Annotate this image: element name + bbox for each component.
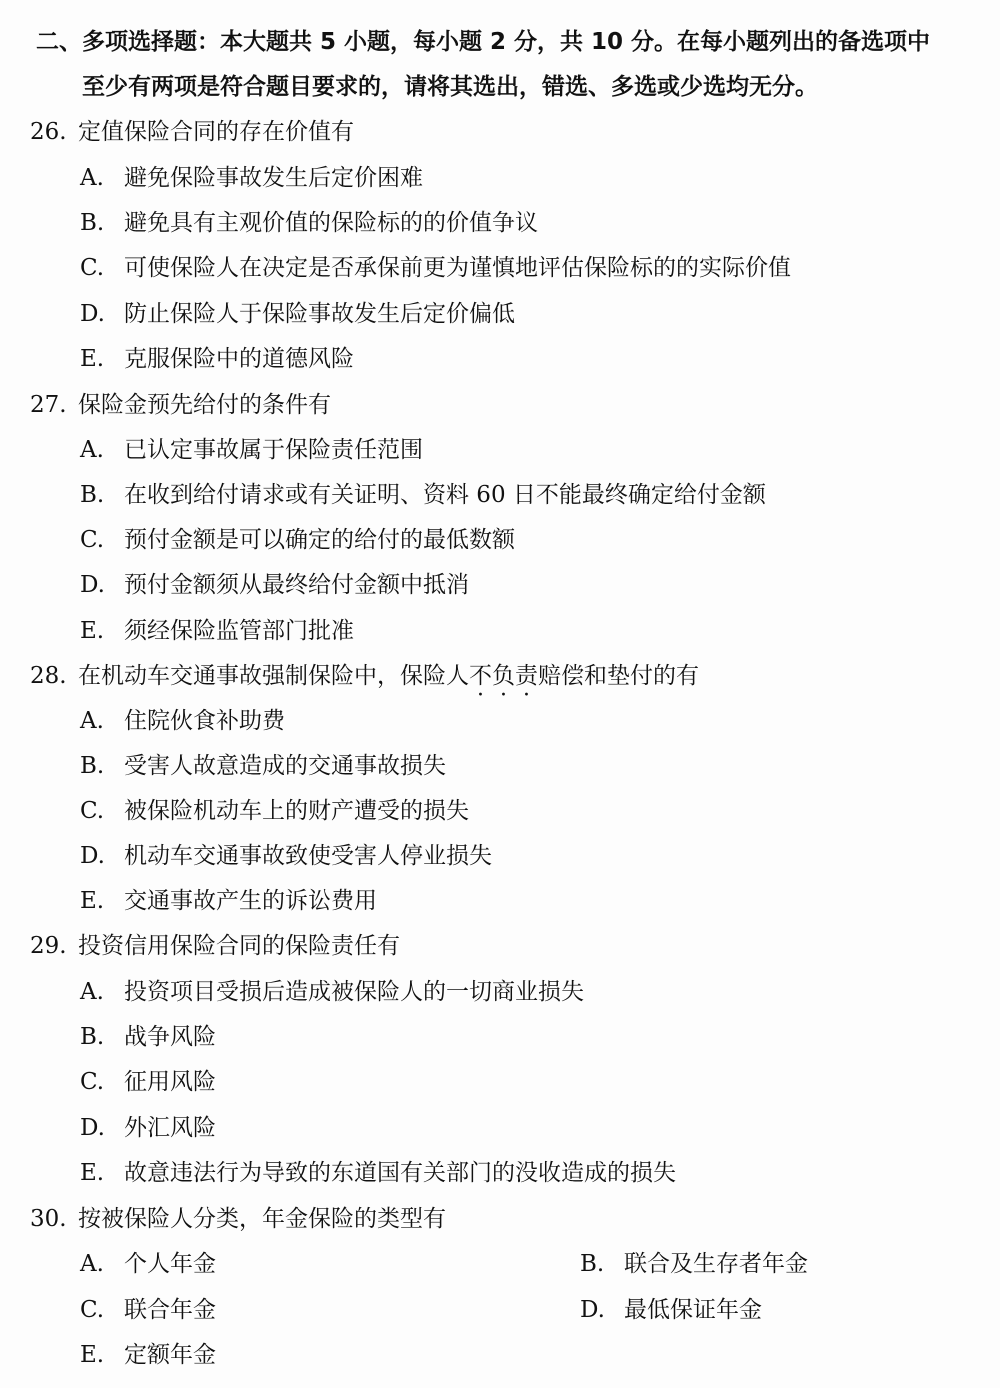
- question-number: 30.: [30, 1206, 67, 1232]
- question-text-before: 在机动车交通事故强制保险中，保险人: [78, 663, 469, 689]
- option-text: 最低保证年金: [624, 1297, 762, 1323]
- option-letter: E.: [80, 1160, 105, 1186]
- option-27-b: [80, 480, 766, 510]
- question-30: [30, 1204, 980, 1234]
- option-letter: C.: [80, 1297, 105, 1323]
- emphasis-char: 不: [469, 663, 492, 689]
- option-text: 在收到给付请求或有关证明、资料 60 日不能最终确定给付金额: [124, 482, 766, 508]
- option-letter: D.: [580, 1297, 605, 1323]
- option-letter: E.: [80, 1342, 105, 1368]
- option-letter: D.: [80, 1115, 105, 1141]
- question-28: [30, 661, 980, 691]
- option-letter: A.: [80, 979, 104, 1005]
- question-text-after: 赔偿和垫付的有: [538, 663, 699, 689]
- option-text: 可使保险人在决定是否承保前更为谨慎地评估保险标的的实际价值: [124, 255, 791, 281]
- option-text: 交通事故产生的诉讼费用: [124, 888, 377, 914]
- option-27-d: [80, 570, 469, 600]
- option-28-c: [80, 796, 469, 826]
- option-29-b: [80, 1022, 216, 1052]
- question-stem: [30, 1204, 980, 1234]
- option-26-b: [80, 208, 538, 238]
- option-28-b: [80, 751, 446, 781]
- option-letter: E.: [80, 346, 105, 372]
- option-text: 预付金额须从最终给付金额中抵消: [124, 572, 469, 598]
- option-letter: C.: [80, 798, 105, 824]
- option-letter: A.: [80, 437, 104, 463]
- option-letter: D.: [80, 301, 105, 327]
- option-text: 战争风险: [124, 1024, 216, 1050]
- option-26-c: [80, 253, 791, 283]
- option-letter: A.: [80, 1251, 104, 1277]
- option-letter: B.: [580, 1251, 605, 1277]
- question-27: [30, 390, 980, 420]
- option-text: 个人年金: [124, 1251, 216, 1277]
- option-29-e: [80, 1158, 676, 1188]
- option-letter: C.: [80, 527, 105, 553]
- option-text: 预付金额是可以确定的给付的最低数额: [124, 527, 515, 553]
- option-text: 已认定事故属于保险责任范围: [124, 437, 423, 463]
- option-30-c: [80, 1295, 216, 1325]
- option-letter: B.: [80, 1024, 105, 1050]
- option-text: 须经保险监管部门批准: [124, 618, 354, 644]
- option-26-e: [80, 344, 354, 374]
- question-number: 28.: [30, 663, 67, 689]
- option-letter: A.: [80, 708, 104, 734]
- option-text: 征用风险: [124, 1069, 216, 1095]
- question-text: 保险金预先给付的条件有: [78, 392, 331, 418]
- option-text: 防止保险人于保险事故发生后定价偏低: [124, 301, 515, 327]
- question-26: [30, 117, 980, 147]
- emphasis-char: 负: [492, 663, 515, 689]
- question-text: 定值保险合同的存在价值有: [78, 119, 354, 145]
- option-text: 投资项目受损后造成被保险人的一切商业损失: [124, 979, 584, 1005]
- option-28-d: [80, 841, 492, 871]
- option-text: 联合年金: [124, 1297, 216, 1323]
- question-stem: [30, 117, 980, 147]
- option-29-a: [80, 977, 584, 1007]
- section-instructions-line-1: 二、多项选择题：本大题共 5 小题，每小题 2 分，共 10 分。在每小题列出的备选项中: [36, 29, 931, 55]
- question-stem: [30, 931, 980, 961]
- section-instructions-line-2: 至少有两项是符合题目要求的，请将其选出，错选、多选或少选均无分。: [82, 74, 818, 100]
- option-30-e: [80, 1340, 216, 1370]
- option-28-e: [80, 886, 377, 916]
- option-30-d: [580, 1295, 762, 1325]
- option-letter: E.: [80, 888, 105, 914]
- question-text: 按被保险人分类，年金保险的类型有: [78, 1206, 446, 1232]
- option-text: 被保险机动车上的财产遭受的损失: [124, 798, 469, 824]
- option-text: 故意违法行为导致的东道国有关部门的没收造成的损失: [124, 1160, 676, 1186]
- option-letter: D.: [80, 572, 105, 598]
- option-text: 受害人故意造成的交通事故损失: [124, 753, 446, 779]
- option-text: 避免保险事故发生后定价困难: [124, 165, 423, 191]
- option-text: 外汇风险: [124, 1115, 216, 1141]
- option-letter: E.: [80, 618, 105, 644]
- option-letter: B.: [80, 482, 105, 508]
- question-stem: [30, 390, 980, 420]
- option-text: 机动车交通事故致使受害人停业损失: [124, 843, 492, 869]
- option-letter: B.: [80, 210, 105, 236]
- option-30-a: [80, 1249, 216, 1279]
- section-header: [36, 20, 986, 110]
- question-29: [30, 931, 980, 961]
- option-27-c: [80, 525, 515, 555]
- question-stem: [30, 661, 980, 691]
- option-27-e: [80, 616, 354, 646]
- option-text: 避免具有主观价值的保险标的的价值争议: [124, 210, 538, 236]
- option-27-a: [80, 435, 423, 465]
- option-30-b: [580, 1249, 808, 1279]
- emphasis-char: 责: [515, 663, 538, 689]
- option-29-d: [80, 1113, 216, 1143]
- question-number: 26.: [30, 119, 67, 145]
- question-text: 投资信用保险合同的保险责任有: [78, 933, 400, 959]
- option-text: 住院伙食补助费: [124, 708, 285, 734]
- question-number: 27.: [30, 392, 67, 418]
- option-letter: D.: [80, 843, 105, 869]
- option-26-d: [80, 299, 515, 329]
- option-letter: C.: [80, 255, 105, 281]
- option-letter: A.: [80, 165, 104, 191]
- option-text: 定额年金: [124, 1342, 216, 1368]
- option-text: 克服保险中的道德风险: [124, 346, 354, 372]
- option-28-a: [80, 706, 285, 736]
- option-letter: B.: [80, 753, 105, 779]
- option-text: 联合及生存者年金: [624, 1251, 808, 1277]
- option-29-c: [80, 1067, 216, 1097]
- question-number: 29.: [30, 933, 67, 959]
- option-26-a: [80, 163, 423, 193]
- option-letter: C.: [80, 1069, 105, 1095]
